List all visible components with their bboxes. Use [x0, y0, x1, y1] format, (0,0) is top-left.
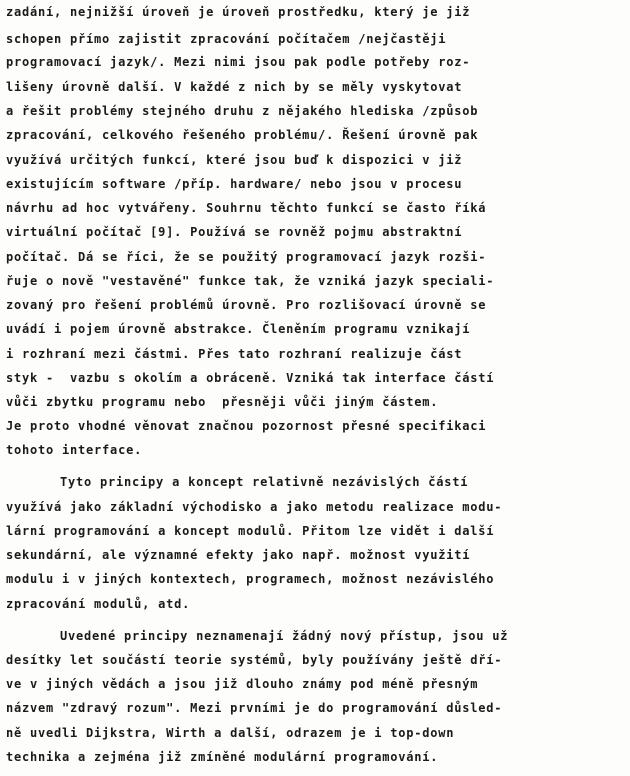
text-line: počítač. Dá se říci, že se použitý programovací jazyk rozši-: [6, 250, 487, 264]
text-line: návrhu ad hoc vytvářeny. Souhrnu těchto funkcí se často říká: [6, 201, 487, 215]
text-line: tohoto interface.: [6, 443, 143, 457]
text-line: ve v jiných vědách a jsou již dlouho známy pod méně přesným: [6, 677, 479, 691]
text-line: lární programování a koncept modulů. Přitom lze vidět i další: [6, 524, 495, 538]
text-line: uvádí i pojem úrovně abstrakce. Členěním programu vznikají: [6, 322, 471, 336]
text-line: lišeny úrovně další. V každé z nich by se měly vyskytovat: [6, 80, 463, 94]
text-line: vůči zbytku programu nebo přesněji vůči jiným částem.: [6, 395, 439, 409]
text-line: existujícím software /příp. hardware/ nebo jsou v procesu: [6, 177, 463, 191]
text-line: Tyto principy a koncept relativně nezávislých částí: [60, 475, 469, 489]
text-line: modulu i v jiných kontextech, programech, možnost nezávislého: [6, 572, 495, 586]
text-line: názvem "zdravý rozum". Mezi prvními je do programování důsled-: [6, 701, 503, 715]
text-line: Je proto vhodné věnovat značnou pozornost přesné specifikaci: [6, 419, 487, 433]
text-line: využívá jako základní východisko a jako metodu realizace modu-: [6, 500, 503, 514]
text-line: ně uvedli Dijkstra, Wirth a další, odrazem je i top-down: [6, 726, 455, 740]
text-line: zadání, nejnižší úroveň je úroveň prostředku, který je již: [6, 5, 471, 19]
text-line: řuje o nově "vestavěné" funkce tak, že vzniká jazyk speciali-: [6, 274, 495, 288]
text-line: zovaný pro řešení problémů úrovně. Pro rozlišovací úrovně se: [6, 298, 487, 312]
text-line: Uvedené principy neznamenají žádný nový přístup, jsou už: [60, 629, 509, 643]
text-line: sekundární, ale významné efekty jako např. možnost využití: [6, 548, 471, 562]
text-line: schopen přímo zajistit zpracování počítačem /nejčastěji: [6, 32, 447, 46]
text-line: a řešit problémy stejného druhu z nějakého hlediska /způsob: [6, 104, 479, 118]
text-line: zpracování modulů, atd.: [6, 597, 191, 611]
text-line: i rozhraní mezi částmi. Přes tato rozhraní realizuje část: [6, 347, 463, 361]
text-line: programovací jazyk/. Mezi nimi jsou pak podle potřeby roz-: [6, 55, 471, 69]
text-line: desítky let součástí teorie systémů, byly používány ještě dří-: [6, 653, 503, 667]
text-line: styk - vazbu s okolím a obráceně. Vzniká tak interface částí: [6, 371, 495, 385]
text-line: zpracování, celkového řešeného problému/. Řešení úrovně pak: [6, 128, 479, 142]
text-line: virtuální počítač [9]. Používá se rovněž pojmu abstraktní: [6, 225, 463, 239]
text-line: využívá určitých funkcí, které jsou buď k dispozici v již: [6, 153, 463, 167]
text-line: technika a zejména již zmíněné modulární programování.: [6, 750, 439, 764]
